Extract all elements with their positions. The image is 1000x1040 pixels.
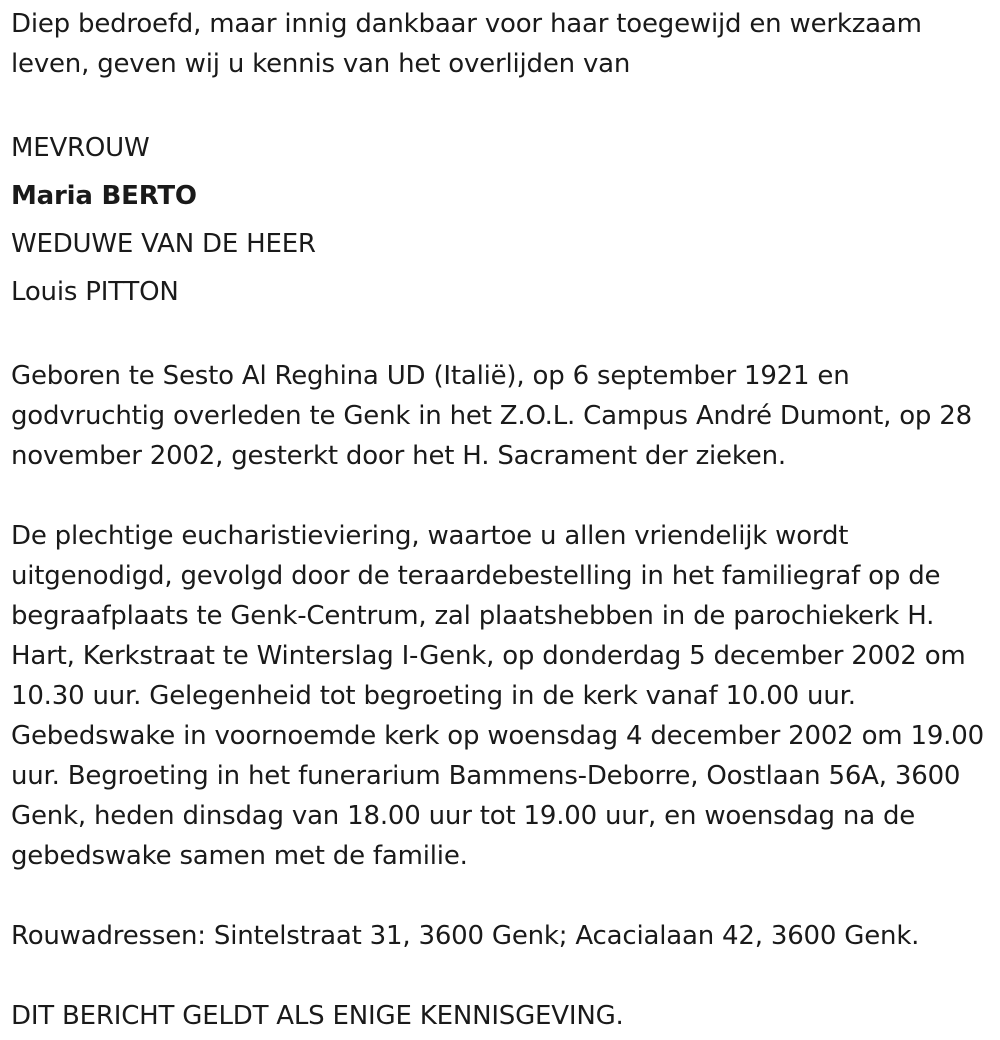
deceased-relation: WEDUWE VAN DE HEER xyxy=(11,229,316,259)
deceased-block xyxy=(11,124,993,316)
spacer xyxy=(11,476,993,516)
spacer xyxy=(11,316,993,356)
mourning-addresses: Rouwadressen: Sintelstraat 31, 3600 Genk; Acacialaan 42, 3600 Genk. xyxy=(11,921,920,951)
death-notice xyxy=(11,4,993,1036)
spacer xyxy=(11,84,993,124)
closing-text: DIT BERICHT GELDT ALS ENIGE KENNISGEVING. xyxy=(11,1001,624,1031)
spouse-name: Louis PITTON xyxy=(11,277,179,307)
deceased-title: MEVROUW xyxy=(11,133,150,163)
spacer xyxy=(11,876,993,916)
deceased-name: Maria BERTO xyxy=(11,181,197,211)
birth-death-text: Geboren te Sesto Al Reghina UD (Italië), op 6 september 1921 en godvruchtig overleden te Genk in het Z.O.L. Campus André Dumont, op 28 november 2002, gesterkt door het H. Sacrament der zieken. xyxy=(11,361,972,471)
intro-text: Diep bedroefd, maar innig dankbaar voor haar toegewijd en werkzaam leven, geven wij u kennis van het overlijden van xyxy=(11,9,922,79)
spacer xyxy=(11,956,993,996)
ceremony-text: De plechtige eucharistieviering, waartoe u allen vriendelijk wordt uitgenodigd, gevolgd door de teraardebestelling in het familiegraf op de begraafplaats te Genk-Centrum, zal plaatshebben in de parochiekerk H. Hart, Kerkstraat te Winterslag I-Genk, op donderdag 5 december 2002 om 10.30 uur. Gelegenheid tot begroeting in de kerk vanaf 10.00 uur. Gebedswake in voornoemde kerk op woensdag 4 december 2002 om 19.00 uur. Begroeting in het funerarium Bammens-Deborre, Oostlaan 56A, 3600 Genk, heden dinsdag van 18.00 uur tot 19.00 uur, en woensdag na de gebedswake samen met de familie. xyxy=(11,521,984,871)
